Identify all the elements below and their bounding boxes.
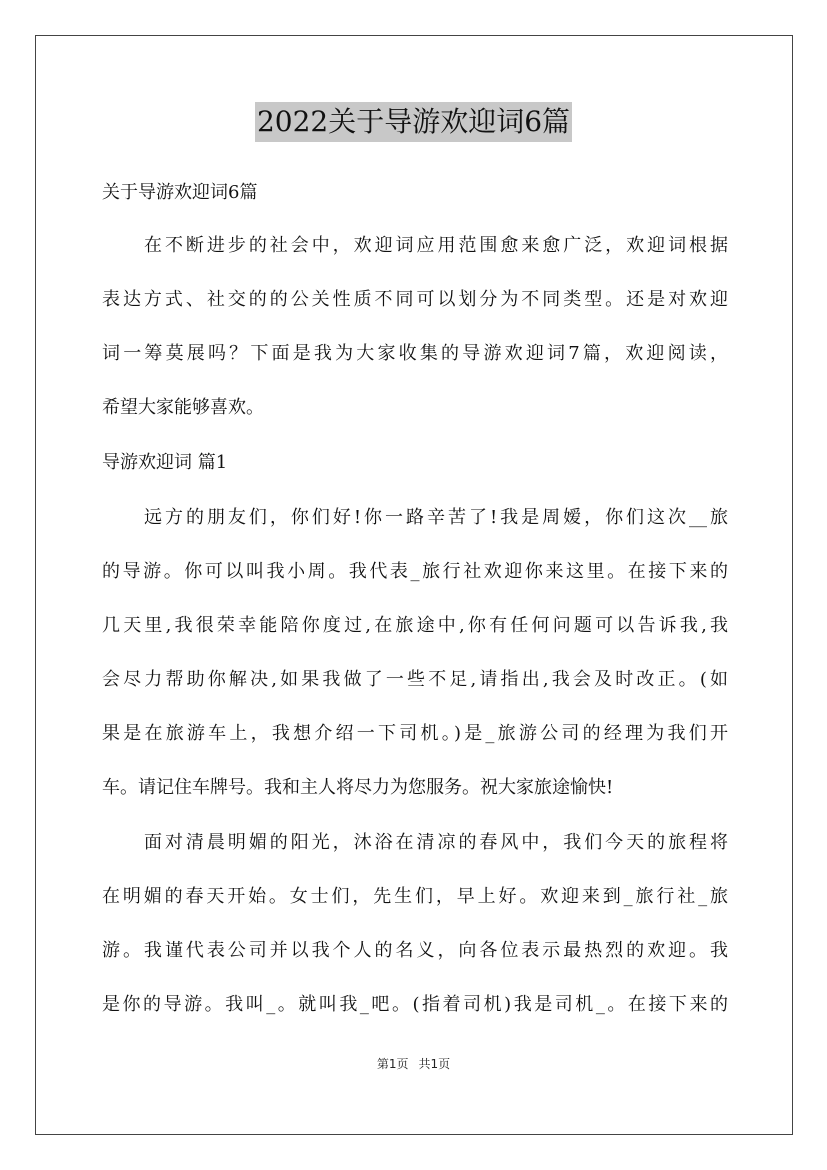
page-number: 第1页 xyxy=(376,1057,409,1071)
paragraph-2-line-4: 会尽力帮助你解决,如果我做了一些不足,请指出,我会及时改正。(如 xyxy=(102,669,728,690)
paragraph-3-line-2: 在明媚的春天开始。女士们，先生们，早上好。欢迎来到_旅行社_旅 xyxy=(102,886,728,907)
paragraph-2-line-5: 果是在旅游车上，我想介绍一下司机。)是_旅游公司的经理为我们开 xyxy=(102,723,728,744)
paragraph-2-line-2: 的导游。你可以叫我小周。我代表_旅行社欢迎你来这里。在接下来的 xyxy=(102,561,728,582)
title-area xyxy=(0,102,827,142)
page-footer xyxy=(0,1055,827,1072)
section-heading-1: 导游欢迎词 篇1 xyxy=(102,452,228,473)
document-title: 2022关于导游欢迎词6篇 xyxy=(255,102,572,142)
page-total: 共1页 xyxy=(418,1057,451,1071)
paragraph-1-line-1: 在不断进步的社会中，欢迎词应用范围愈来愈广泛，欢迎词根据 xyxy=(144,235,728,256)
paragraph-3-line-1: 面对清晨明媚的阳光，沐浴在清凉的春风中，我们今天的旅程将 xyxy=(144,832,728,853)
paragraph-3-line-4: 是你的导游。我叫_。就叫我_吧。(指着司机)我是司机_。在接下来的 xyxy=(102,994,728,1015)
document-body xyxy=(102,170,728,1017)
paragraph-1-line-2: 表达方式、社交的的公关性质不同可以划分为不同类型。还是对欢迎 xyxy=(102,289,728,310)
paragraph-1-line-3: 词一筹莫展吗？下面是我为大家收集的导游欢迎词7篇，欢迎阅读， xyxy=(102,343,728,364)
document-subtitle: 关于导游欢迎词6篇 xyxy=(102,182,258,203)
paragraph-2-line-1: 远方的朋友们，你们好!你一路辛苦了!我是周嫒，你们这次__旅 xyxy=(144,507,728,528)
paragraph-2-line-3: 几天里,我很荣幸能陪你度过,在旅途中,你有任何问题可以告诉我,我 xyxy=(102,615,728,636)
paragraph-3-line-3: 游。我谨代表公司并以我个人的名义，向各位表示最热烈的欢迎。我 xyxy=(102,940,728,961)
paragraph-1-line-4: 希望大家能够喜欢。 xyxy=(102,397,264,418)
paragraph-2-line-6: 车。请记住车牌号。我和主人将尽力为您服务。祝大家旅途愉快! xyxy=(102,777,614,798)
